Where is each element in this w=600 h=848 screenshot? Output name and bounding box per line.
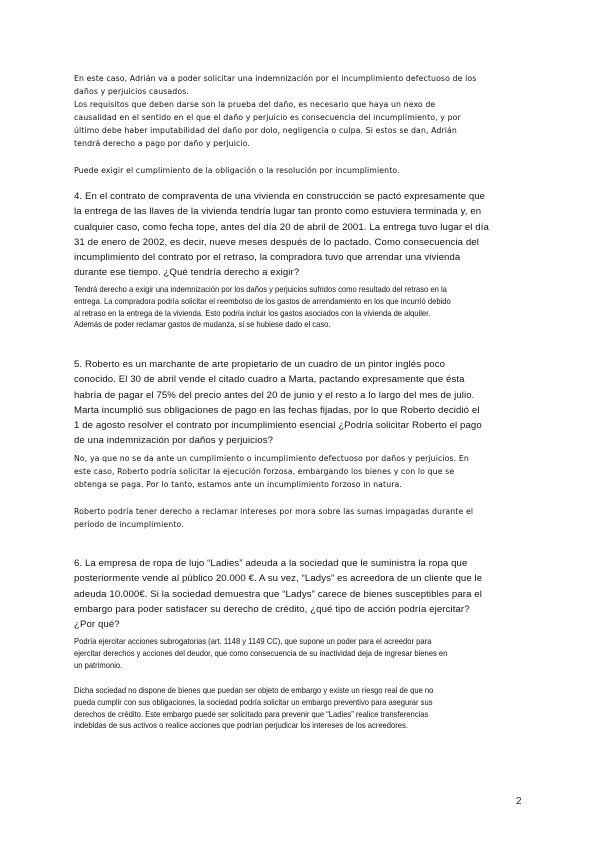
- answer-3-remedies: Puede exigir el cumplimiento de la obligación o la resolución por incumplimiento.: [74, 166, 400, 175]
- answer-4: Tendrá derecho a exigir una indemnización por los daños y perjuicios sufridos como resultado del retraso en la entrega. La compradora podría solicitar el reembolso de los gastos de arrendamiento en los que incurrió debido al retraso en la entrega de la vivienda. Esto podría incluir los gastos asociados con la vivienda de alquiler. Además de poder reclamar gastos de mudanza, si se hubiese dado el caso.: [74, 285, 451, 330]
- answer-5-interest: Roberto podría tener derecho a reclamar intereses por mora sobre las sumas impagadas durante el período de incumplimiento.: [74, 507, 474, 529]
- answer-6-embargo: Dicha sociedad no dispone de bienes que puedan ser objeto de embargo y existe un riesgo real de que no pueda cumplir con sus obligaciones, la sociedad podría solicitar un embargo preventivo para asegurar sus derechos de crédito. Este embargo puede ser solicitado para prevenir que “Ladies” realice transferencias indebidas de sus activos o realice acciones que podrían perjudicar los intereses de los acreedores.: [74, 686, 434, 731]
- answer-6-subrogatory: Podría ejercitar acciones subrogatorias (art. 1148 y 1149 CC), que supone un poder para el acreedor para ejercitar derechos y acciones del deudor, que como consecuencia de su inactividad deja de ingresar bienes en un patrimonio.: [74, 637, 448, 670]
- question-6: 6. La empresa de ropa de lujo “Ladies” adeuda a la sociedad que le suministra la ropa que posteriormente vende al público 20.000 €. A su vez, “Ladys” es acreedora de un cliente que le adeuda 10.000€. Si la sociedad demuestra que “Ladys” carece de bienes susceptibles para el embargo para poder satisfacer su derecho de crédito, ¿qué tipo de acción podría ejercitar? ¿Por qué?: [74, 558, 483, 631]
- answer-5: No, ya que no se da ante un cumplimiento o incumplimiento defectuoso por daños y perjuicios. En este caso, Roberto podría solicitar la ejecución forzosa, embargando los bienes y con lo que se obtenga se paga. Por lo tanto, estamos ante un incumplimiento forzoso in natura.: [74, 454, 469, 489]
- question-4: 4. En el contrato de compraventa de una vivienda en construcción se pactó expresamente que la entrega de las llaves de la vivienda tendría lugar tan pronto como estuviera terminada y, en cualquier caso, como fecha tope, antes del día 20 de abril de 2001. La entrega tuvo lugar el día 31 de enero de 2002, es decir, nueve meses después de lo pactado. Como consecuencia del incumplimiento del contrato por el retraso, la compradora tuvo que arrendar una vivienda durante ese tiempo. ¿Qué tendría derecho a exigir?: [74, 191, 489, 279]
- question-5: 5. Roberto es un marchante de arte propietario de un cuadro de un pintor inglés poco conocido. El 30 de abril vende el citado cuadro a Marta, pactando expresamente que ésta habría de pagar el 75% del precio antes del 20 de junio y el resto a lo largo del mes de julio. Marta incumplió sus obligaciones de pago en las fechas fijadas, por lo que Roberto decidió el 1 de agosto resolver el contrato por incumplimiento esencial ¿Podría solicitar Roberto el pago de una indemnización por daños y perjuicios?: [74, 359, 482, 447]
- answer-3-paragraph: En este caso, Adrián va a poder solicitar una indemnización por el incumplimiento defectuoso de los daños y perjuicios causados. Los requisitos que deben darse son la prueba del daño, es necesario que haya un nexo de causalidad en el sentido en el que el daño y perjuicio es consecuencia del incumplimiento, y por último debe haber imputabilidad del daño por dolo, negligencia o culpa. Si estos se dan, Adrián tendrá derecho a pago por daño y perjuicio.: [74, 74, 477, 148]
- page-number: 2: [516, 796, 522, 807]
